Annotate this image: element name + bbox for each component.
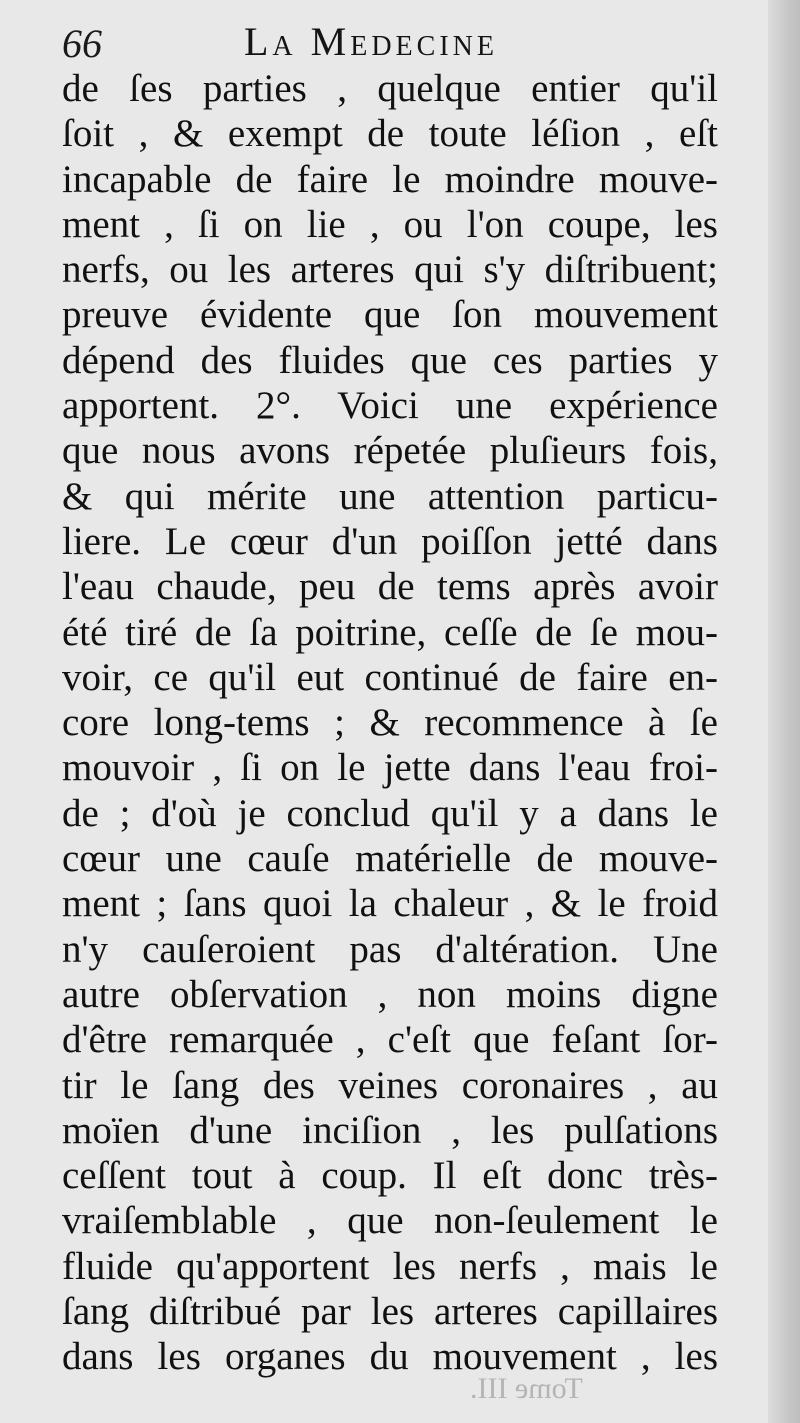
text-line: voir, ce qu'il eut continué de faire en- bbox=[62, 655, 718, 699]
text-line: cœur une cauſe matérielle de mouve- bbox=[62, 837, 718, 881]
text-line: de ſes parties , quelque entier qu'il bbox=[62, 67, 718, 110]
page-header bbox=[62, 16, 542, 66]
text-line: d'être remarquée , c'eſt que feſant ſor- bbox=[62, 1018, 718, 1062]
text-line: l'eau chaude, peu de tems après avoir bbox=[62, 565, 718, 609]
text-line: vraiſemblable , que non-ſeulement le bbox=[62, 1199, 718, 1243]
text-line: que nous avons répetée pluſieurs fois, bbox=[62, 429, 718, 473]
page-number: 66 bbox=[62, 21, 102, 66]
text-line: été tiré de ſa poitrine, ceſſe de ſe mou- bbox=[62, 610, 718, 654]
text-line: fluide qu'apportent les nerfs , mais le bbox=[62, 1244, 718, 1288]
text-line: dans les organes du mouvement , les bbox=[62, 1335, 718, 1379]
text-line: incapable de faire le moindre mouve- bbox=[62, 157, 718, 201]
text-line: autre obſervation , non moins digne bbox=[62, 972, 718, 1016]
text-line: ſang diſtribué par les arteres capillaires bbox=[62, 1290, 718, 1334]
bleed-through-text: Tome III. bbox=[470, 1372, 583, 1405]
text-line: tir le ſang des veines coronaires , au bbox=[62, 1063, 718, 1107]
text-line: apportent. 2°. Voici une expérience bbox=[62, 384, 718, 428]
text-line: ceſſent tout à coup. Il eſt donc très- bbox=[62, 1154, 718, 1198]
text-line: dépend des fluides que ces parties y bbox=[62, 338, 718, 382]
text-line: liere. Le cœur d'un poiſſon jetté dans bbox=[62, 519, 718, 563]
page-edge-shadow bbox=[768, 0, 800, 1423]
text-line: de ; d'où je conclud qu'il y a dans le bbox=[62, 791, 718, 835]
text-line: nerfs, ou les arteres qui s'y diſtribuent; bbox=[62, 248, 718, 292]
text-line: preuve évidente que ſon mouvement bbox=[62, 293, 718, 337]
text-line: & qui mérite une attention particu- bbox=[62, 474, 718, 518]
text-line: ment , ſi on lie , ou l'on coupe, les bbox=[62, 202, 718, 246]
running-title: La Medecine bbox=[244, 19, 498, 64]
text-line: ment ; ſans quoi la chaleur , & le froid bbox=[62, 882, 718, 926]
text-line: ſoit , & exempt de toute léſion , eſt bbox=[62, 112, 718, 156]
text-line: mouvoir , ſi on le jette dans l'eau froi- bbox=[62, 746, 718, 790]
text-line: core long-tems ; & recommence à ſe bbox=[62, 701, 718, 745]
text-line: moïen d'une inciſion , les pulſations bbox=[62, 1108, 718, 1152]
body-text bbox=[62, 66, 718, 1380]
text-line: n'y cauſeroient pas d'altération. Une bbox=[62, 927, 718, 971]
